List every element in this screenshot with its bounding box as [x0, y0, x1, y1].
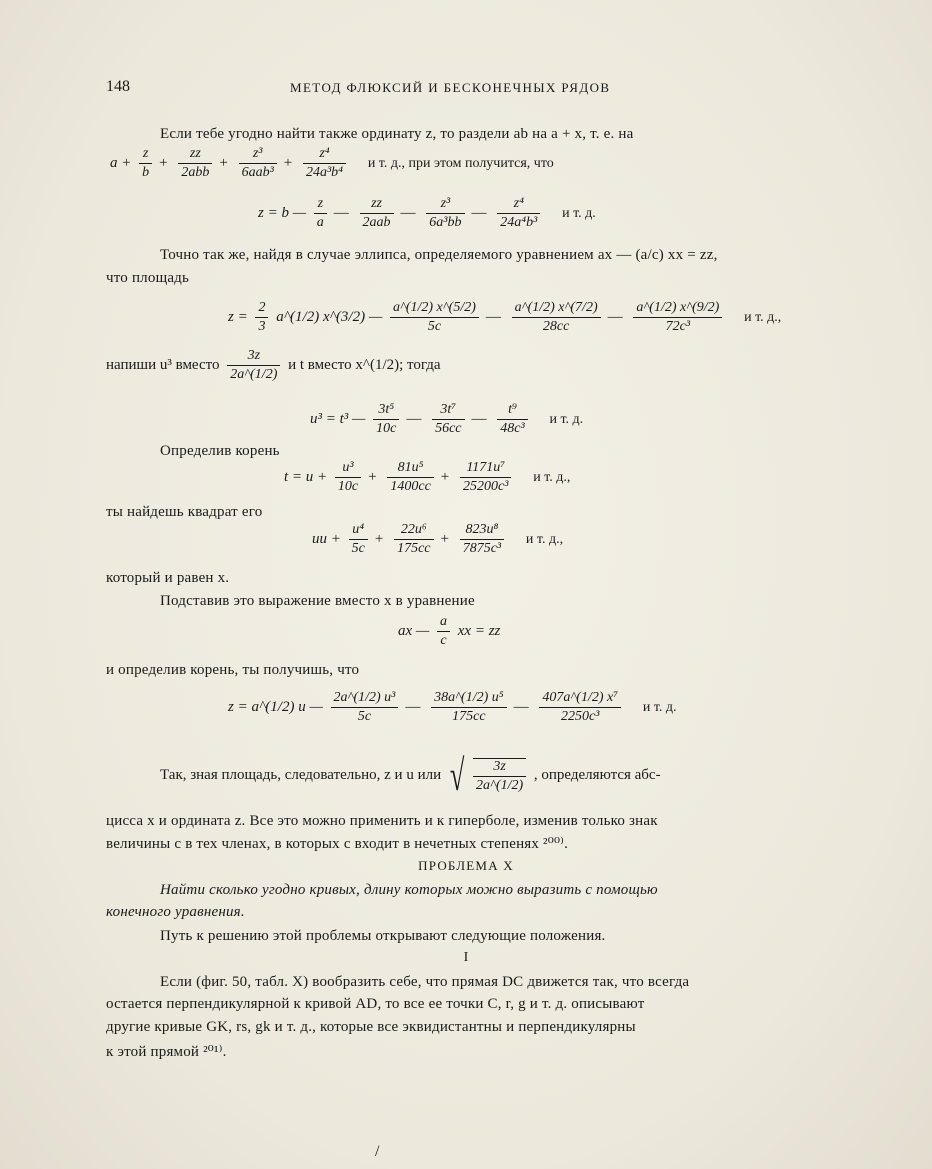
paragraph-text: напиши u³ вместо [106, 356, 220, 373]
substitution-line [106, 348, 441, 383]
etc-text: и т. д. [549, 411, 584, 427]
fraction: $\frac{\text{t⁹}}{\text{48c³}}$ [497, 402, 527, 437]
fraction: $\frac{\text{2a\textasciicircum{}(1/2) u³}}{5c}$ [331, 690, 399, 725]
fraction: $\frac{zz}{\text{2abb}}$ [178, 146, 212, 181]
fraction: $\frac{\text{u⁴}}{5c}$ [349, 522, 368, 557]
fraction: $\frac{\text{38a\textasciicircum{}(1/2) u⁵}}{175cc}$ [431, 690, 507, 725]
equation-term: xx = zz [457, 622, 501, 639]
section-numeral: I [463, 950, 469, 965]
etc-text: и т. д. [562, 205, 596, 221]
fraction: $\frac{zz}{\text{2aab}}$ [360, 196, 394, 231]
equation-term: a^(1/2) x^(3/2) — [276, 308, 383, 325]
series-lead: a + [110, 154, 132, 171]
fraction: $\frac{a\^{}(1/2) x\^{}(7/2)}{28cc}$ [512, 300, 601, 335]
equation-lead: u³ = t³ — [310, 410, 366, 427]
equation-z-series: z = a^(1/2) u — $\frac{\text{2a\textasciicircum{}(1/2) u³}}{5c}$ — $\frac{\text{38a\textasciicircum{}(1/2) u⁵}}{175cc}$ — $\frac{\text{407a\textasciicircum{}(1/2) x⁷}}{\text{2250c³}}$ и т. д. [228, 690, 677, 724]
equation-lead: z = a^(1/2) u — [228, 698, 323, 715]
paragraph-line: Если тебе угодно найти также ординату z, то раздели ab на a + x, т. е. на [160, 126, 634, 142]
etc-text: и т. д., [744, 309, 782, 325]
abscissa-line [160, 750, 661, 801]
square-root-sign-icon: √ [449, 751, 465, 800]
paragraph-line: который и равен x. [106, 570, 230, 586]
running-title: МЕТОД ФЛЮКСИЙ И БЕСКОНЕЧНЫХ РЯДОВ [290, 80, 611, 95]
fraction: $\frac{\text{z⁴}}{\text{24a³b⁴}}$ [303, 146, 346, 181]
paragraph-line: цисса x и ордината z. Все это можно применить и к гиперболе, изменив только знак [106, 813, 658, 829]
problem-statement: Найти сколько угодно кривых, длину которых можно выразить с помощью [160, 882, 658, 898]
fraction: $\frac{a\^{}(1/2) x\^{}(5/2)}{5c}$ [390, 300, 479, 335]
paragraph-text: Так, зная площадь, следовательно, z и u или [160, 766, 442, 783]
equation-u3: u³ = t³ — $\frac{\text{3t⁵}}{10c}$ — $\frac{\text{3t⁷}}{56cc}$ — $\frac{\text{t⁹}}{\text{48c³}}$ и т. д. [310, 402, 584, 436]
equation-uu: uu + $\frac{\text{u⁴}}{5c}$ + $\frac{\text{22u⁶}}{175cc}$ + $\frac{\text{823u⁸}}{\text{7875c³}}$ и т. д., [312, 522, 564, 556]
fraction: $\frac{\text{z³}}{\text{6a³bb}}$ [426, 196, 464, 231]
fraction: $\frac{z}{b}$ [139, 146, 152, 181]
paragraph-line: к этой прямой ²⁰¹⁾. [106, 1044, 227, 1060]
problem-statement: конечного уравнения. [106, 904, 245, 920]
problem-heading: ПРОБЛЕМА X [418, 858, 514, 873]
paragraph-text: и т. д., при этом получится, что [367, 155, 554, 171]
equation-lead: z = b — [258, 204, 307, 221]
paragraph-line: другие кривые GK, rs, gk и т. д., которые все эквидистантны и перпендикулярны [106, 1019, 636, 1035]
fraction: $\frac{3z}{2a\^{}(1/2)}$ [473, 758, 526, 794]
fraction: $\frac{\text{3t⁷}}{56cc}$ [432, 402, 464, 437]
fraction: $\frac{\text{z⁴}}{\text{24a⁴b³}}$ [497, 196, 540, 231]
fraction: $\frac{3z}{2a\^{}(1/2)}$ [227, 348, 280, 383]
etc-text: и т. д., [533, 469, 571, 485]
paragraph-line: ты найдешь квадрат его [106, 504, 263, 520]
equation-z: z = b — $\frac{z}{a}$ — $\frac{zz}{\text{2aab}}$ — $\frac{\text{z³}}{\text{6a³bb}}$ — $\frac{\text{z⁴}}{\text{24a⁴b³}}$ и т. д. [258, 196, 596, 230]
paragraph-line: Точно так же, найдя в случае эллипса, определяемого уравнением ax — (a/c) xx = zz, [160, 247, 718, 263]
paragraph-line: Подставив это выражение вместо x в уравнение [160, 593, 475, 609]
fraction: $\frac{a}{c}$ [437, 614, 450, 649]
page-header [0, 78, 932, 102]
paragraph-text: , определяются абс- [533, 766, 661, 783]
etc-text: и т. д. [642, 699, 677, 715]
fraction: $\frac{\text{407a\textasciicircum{}(1/2) x⁷}}{\text{2250c³}}$ [539, 690, 621, 725]
fraction: $\frac{a\^{}(1/2) x\^{}(9/2)}{\text{72c³}}$ [633, 300, 722, 335]
fraction: $\frac{z}{a}$ [314, 196, 327, 231]
paragraph-line: что площадь [106, 270, 190, 286]
fraction: $\frac{\text{1171u⁷}}{\text{25200c³}}$ [460, 460, 511, 495]
equation-area: z = $\frac{2}{3}$ a^(1/2) x^(3/2) — $\frac{a\^{}(1/2) x\^{}(5/2)}{5c}$ — $\frac{a\^{}(1/2) x\^{}(7/2)}{28cc}$ — $\frac{a\^{}(1/2) x\^{}(9/2)}{\text{72c³}}$ и т. д., [228, 300, 782, 334]
equation-lead: uu + [312, 530, 341, 547]
fraction: $\frac{\text{u³}}{10c}$ [335, 460, 361, 495]
fraction: $\frac{\text{z³}}{\text{6aab³}}$ [239, 146, 277, 181]
fraction: $\frac{2}{3}$ [255, 300, 268, 335]
equation-lead: z = [228, 308, 252, 325]
equation-ellipse [398, 614, 500, 649]
fraction: $\frac{\text{823u⁸}}{\text{7875c³}}$ [460, 522, 504, 557]
paragraph-text: и t вместо x^(1/2); тогда [288, 356, 441, 373]
equation-lead: ax — [398, 622, 430, 639]
paragraph-line: и определив корень, ты получишь, что [106, 662, 360, 678]
equation-t: t = u + $\frac{\text{u³}}{10c}$ + $\frac{\text{81u⁵}}{1400cc}$ + $\frac{\text{1171u⁷}}{\text{25200c³}}$ и т. д., [284, 460, 571, 494]
page-number: 148 [106, 78, 130, 95]
stray-ink-mark: / [375, 1143, 380, 1160]
fraction: $\frac{\text{3t⁵}}{10c}$ [373, 402, 399, 437]
paragraph-line: Определив корень [160, 443, 280, 459]
etc-text: и т. д., [525, 531, 564, 547]
paragraph-line: Если (фиг. 50, табл. X) вообразить себе, что прямая DC движется так, что всегда [160, 974, 690, 990]
equation-lead: t = u + [284, 468, 328, 485]
paragraph-line: Путь к решению этой проблемы открывают следующие положения. [160, 928, 606, 944]
fraction: $\frac{\text{81u⁵}}{1400cc}$ [387, 460, 433, 495]
series-expansion: a + $\frac{z}{b}$ + $\frac{zz}{\text{2abb}}$ + $\frac{\text{z³}}{\text{6aab³}}$ + $\frac{\text{z⁴}}{\text{24a³b⁴}}$ и т. д., при этом получится, что [110, 146, 554, 180]
paragraph-line: величины c в тех членах, в которых c входит в нечетных степенях ²⁰⁰⁾. [106, 836, 569, 852]
fraction: $\frac{\text{22u⁶}}{175cc}$ [394, 522, 433, 557]
paragraph-line: остается перпендикулярной к кривой AD, то все ее точки C, r, g и т. д. описывают [106, 996, 645, 1012]
